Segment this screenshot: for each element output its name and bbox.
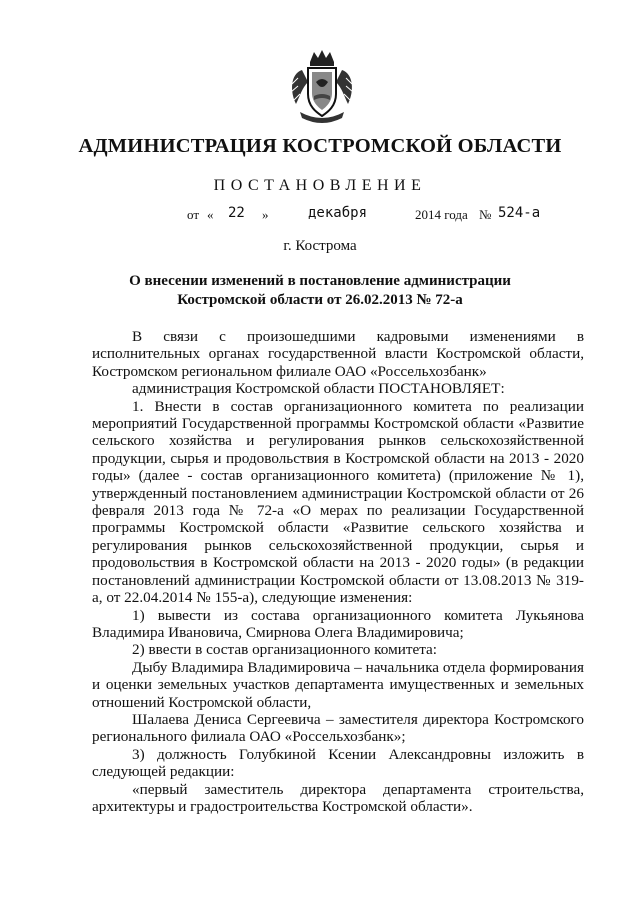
paragraph-resolves: администрация Костромской области ПОСТАНОВЛЯЕТ: [132,380,505,398]
organization-title: АДМИНИСТРАЦИЯ КОСТРОМСКОЙ ОБЛАСТИ [78,135,562,157]
subject-heading [0,272,640,310]
date-year: 2014 года [415,207,468,222]
coat-of-arms-icon [288,48,356,124]
paragraph-member-shalaev: Шалаева Дениса Сергеевича – заместителя директора Костромского регионального филиала ОАО «Россельхозбанк»; [92,710,584,746]
date-day: 22 [228,205,245,221]
document-type: ПОСТАНОВЛЕНИЕ [213,177,427,194]
subject-line-2: Костромской области от 26.02.2013 № 72-а [177,292,463,308]
city: г. Кострома [283,238,357,254]
date-month: декабря [308,205,368,221]
paragraph-item-1-1: 1) вывести из состава организационного комитета Лукьянова Владимира Ивановича, Смирнова Олега Владимировича; [92,606,584,641]
number-sign: № [479,207,492,222]
document-number: 524-а [498,205,541,221]
subject-line-1: О внесении изменений в постановление администрации [129,273,511,289]
paragraph-item-1-3: 3) должность Голубкиной Ксении Александровны изложить в следующей редакции: [92,745,584,781]
date-quote-close: » [262,207,269,222]
paragraph-preamble: В связи с произошедшими кадровыми изменениями в исполнительных органах государственной власти Костромской области, Костромском региональном филиале ОАО «Россельхозбанк» [92,328,584,380]
date-from: от [187,207,200,222]
paragraph-item-1: 1. Внести в состав организационного комитета по реализации мероприятий Государственной программы Костромской области «Развитие сельского хозяйства и регулирования рынков сельскохозяйственной продукции, сырья и продовольствия в Костромской области на 2013 - 2020 годы» (далее - состав организационного комитета) (приложение № 1), утвержденный постановлением администрации Костромской области от 26 февраля 2013 года № 72-а «О мерах по реализации Государственной программы Костромской области «Развитие сельского хозяйства и регулирования рынков сельскохозяйственной продукции, сырья и продовольствия в Костромской области на 2013 - 2020 годы» (в редакции постановлений администрации Костромской области от 13.08.2013 № 319-а, от 22.04.2014 № 155-а), следующие изменения: [92,397,584,607]
paragraph-new-position: «первый заместитель директора департамента строительства, архитектуры и градостроительства Костромской области». [92,780,584,815]
paragraph-item-1-2: 2) ввести в состав организационного комитета: [132,641,437,659]
paragraph-member-dyba: Дыбу Владимира Владимировича – начальника отдела формирования и оценки земельных участков департамента имущественных и земельных отношений Костромской области, [92,658,584,711]
date-quote-open: « [207,207,214,222]
document-body [92,328,584,815]
